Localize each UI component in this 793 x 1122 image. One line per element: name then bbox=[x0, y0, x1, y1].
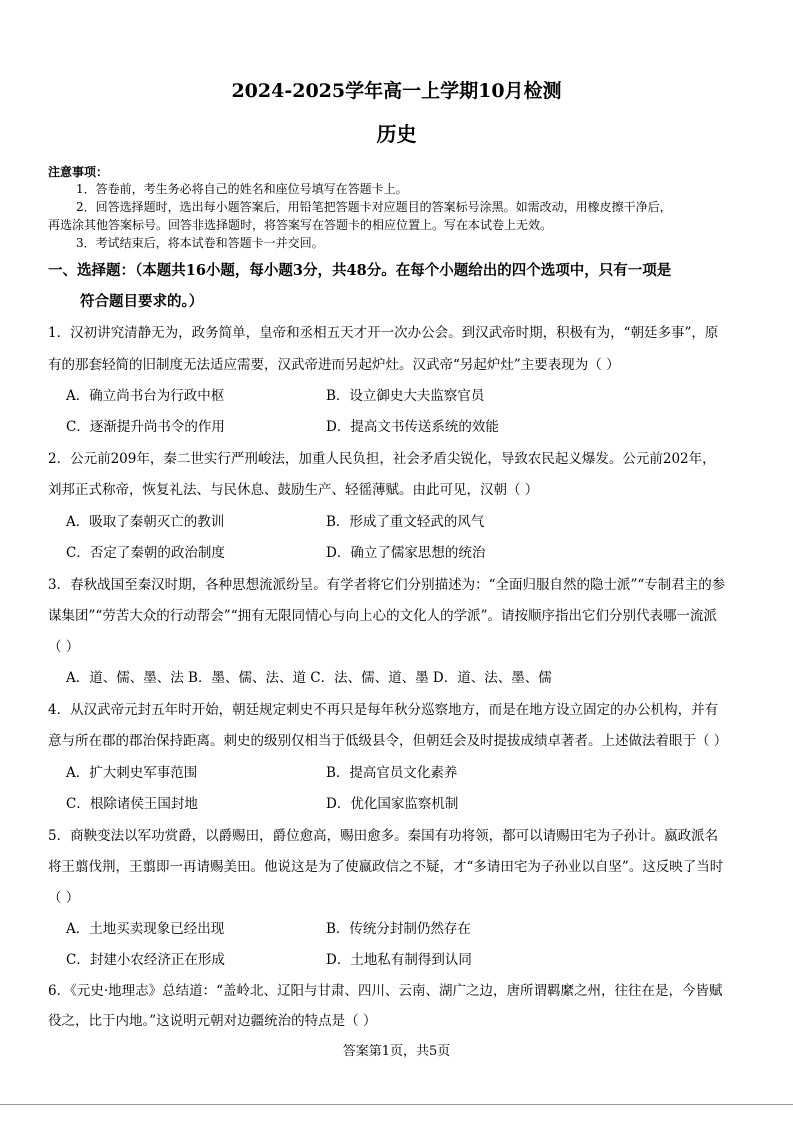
question-4-option-a: A．扩大刺史军事范围 bbox=[66, 765, 198, 781]
question-1-line: 1．汉初讲究清静无为，政务简单，皇帝和丞相五天才开一次办公会。到汉武帝时期，积极有为，“朝廷多事”，原 bbox=[48, 325, 719, 341]
question-5-option-d: D．土地私有制得到认同 bbox=[326, 952, 472, 968]
section-heading: 一、选择题：（本题共16小题，每小题3分，共48分。在每个小题给出的四个选项中，只有一项是 bbox=[48, 262, 672, 279]
notice-item: 2．回答选择题时，选出每小题答案后，用铅笔把答题卡对应题目的答案标号涂黑。如需改动，用橡皮擦干净后， bbox=[76, 200, 672, 214]
notice-heading: 注意事项： bbox=[48, 165, 109, 179]
page-bottom-divider bbox=[0, 1104, 793, 1105]
notice-item: 3．考试结束后，将本试卷和答题卡一并交回。 bbox=[76, 236, 324, 250]
question-1-option-d: D．提高文书传送系统的效能 bbox=[326, 419, 499, 435]
question-5-line: （ ） bbox=[48, 890, 80, 906]
question-4-option-c: C．根除诸侯王国封地 bbox=[66, 796, 198, 812]
question-2-option-d: D．确立了儒家思想的统治 bbox=[326, 545, 486, 561]
question-3-options: A．道、儒、墨、法 B．墨、儒、法、道 C．法、儒、道、墨 D．道、法、墨、儒 bbox=[66, 670, 552, 686]
question-6-line: 6．《元史·地理志》总结道：“盖岭北、辽阳与甘肃、四川、云南、湖广之边，唐所谓羁縻之州，往往在是，今皆赋 bbox=[48, 983, 723, 999]
question-2-option-b: B．形成了重文轻武的风气 bbox=[326, 514, 485, 530]
exam-title: 2024-2025学年高一上学期10月检测 bbox=[231, 80, 562, 102]
question-5-option-a: A．土地买卖现象已经出现 bbox=[66, 921, 225, 937]
question-4-line: 意与所在郡的郡治保持距离。刺史的级别仅相当于低级县令，但朝廷会及时提拔成绩卓著者。上述做法着眼于（ ） bbox=[48, 733, 728, 749]
question-4-option-b: B．提高官员文化素养 bbox=[326, 765, 458, 781]
section-heading-cont: 符合题目要求的。） bbox=[80, 293, 204, 310]
question-3-line: 3．春秋战国至秦汉时期，各种思想流派纷呈。有学者将它们分别描述为：“全面归服自然的隐士派”“专制君主的参 bbox=[48, 577, 726, 593]
notice-item: 再选涂其他答案标号。回答非选择题时，将答案写在答题卡的相应位置上。写在本试卷上无效。 bbox=[48, 218, 553, 232]
page-footer: 答案第1页，共5页 bbox=[342, 1044, 451, 1059]
question-2-line: 2．公元前209年，秦二世实行严刑峻法，加重人民负担，社会矛盾尖锐化，导致农民起义爆发。公元前202年， bbox=[48, 451, 716, 467]
question-2-line: 刘邦正式称帝，恢复礼法、与民休息、鼓励生产、轻徭薄赋。由此可见，汉朝（ ） bbox=[48, 482, 539, 498]
question-1-line: 有的那套轻简的旧制度无法适应需要，汉武帝进而另起炉灶。汉武帝“另起炉灶”主要表现为（ ） bbox=[48, 357, 620, 373]
question-5-option-c: C．封建小农经济正在形成 bbox=[66, 952, 225, 968]
question-3-line: （ ） bbox=[48, 639, 80, 655]
subject-title: 历史 bbox=[376, 122, 417, 146]
question-6-line: 役之，比于内地。”这说明元朝对边疆统治的特点是（ ） bbox=[48, 1013, 377, 1029]
question-5-line: 5．商鞅变法以军功赏爵，以爵赐田，爵位愈高，赐田愈多。秦国有功将领，都可以请赐田宅为子孙计。嬴政派名 bbox=[48, 828, 719, 844]
question-1-option-a: A．确立尚书台为行政中枢 bbox=[66, 388, 225, 404]
question-3-line: 谋集团”“劳苦大众的行动帮会”“拥有无限同情心与向上心的文化人的学派”。请按顺序指出它们分别代表哪一流派 bbox=[48, 608, 718, 624]
question-4-line: 4．从汉武帝元封五年时开始，朝廷规定刺史不再只是每年秋分巡察地方，而是在地方设立固定的办公机构，并有 bbox=[48, 702, 719, 718]
question-2-option-a: A．吸取了秦朝灭亡的教训 bbox=[66, 514, 225, 530]
question-5-line: 将王翦伐荆，王翦即一再请赐美田。他说这是为了使嬴政信之不疑，才“多请田宅为子孙业以自坚”。这反映了当时 bbox=[48, 859, 724, 875]
question-4-option-d: D．优化国家监察机制 bbox=[326, 796, 459, 812]
question-1-option-c: C．逐渐提升尚书令的作用 bbox=[66, 419, 225, 435]
notice-item: 1．答卷前，考生务必将自己的姓名和座位号填写在答题卡上。 bbox=[76, 182, 408, 196]
question-1-option-b: B．设立御史大夫监察官员 bbox=[326, 388, 485, 404]
question-2-option-c: C．否定了秦朝的政治制度 bbox=[66, 545, 225, 561]
question-5-option-b: B．传统分封制仍然存在 bbox=[326, 921, 471, 937]
